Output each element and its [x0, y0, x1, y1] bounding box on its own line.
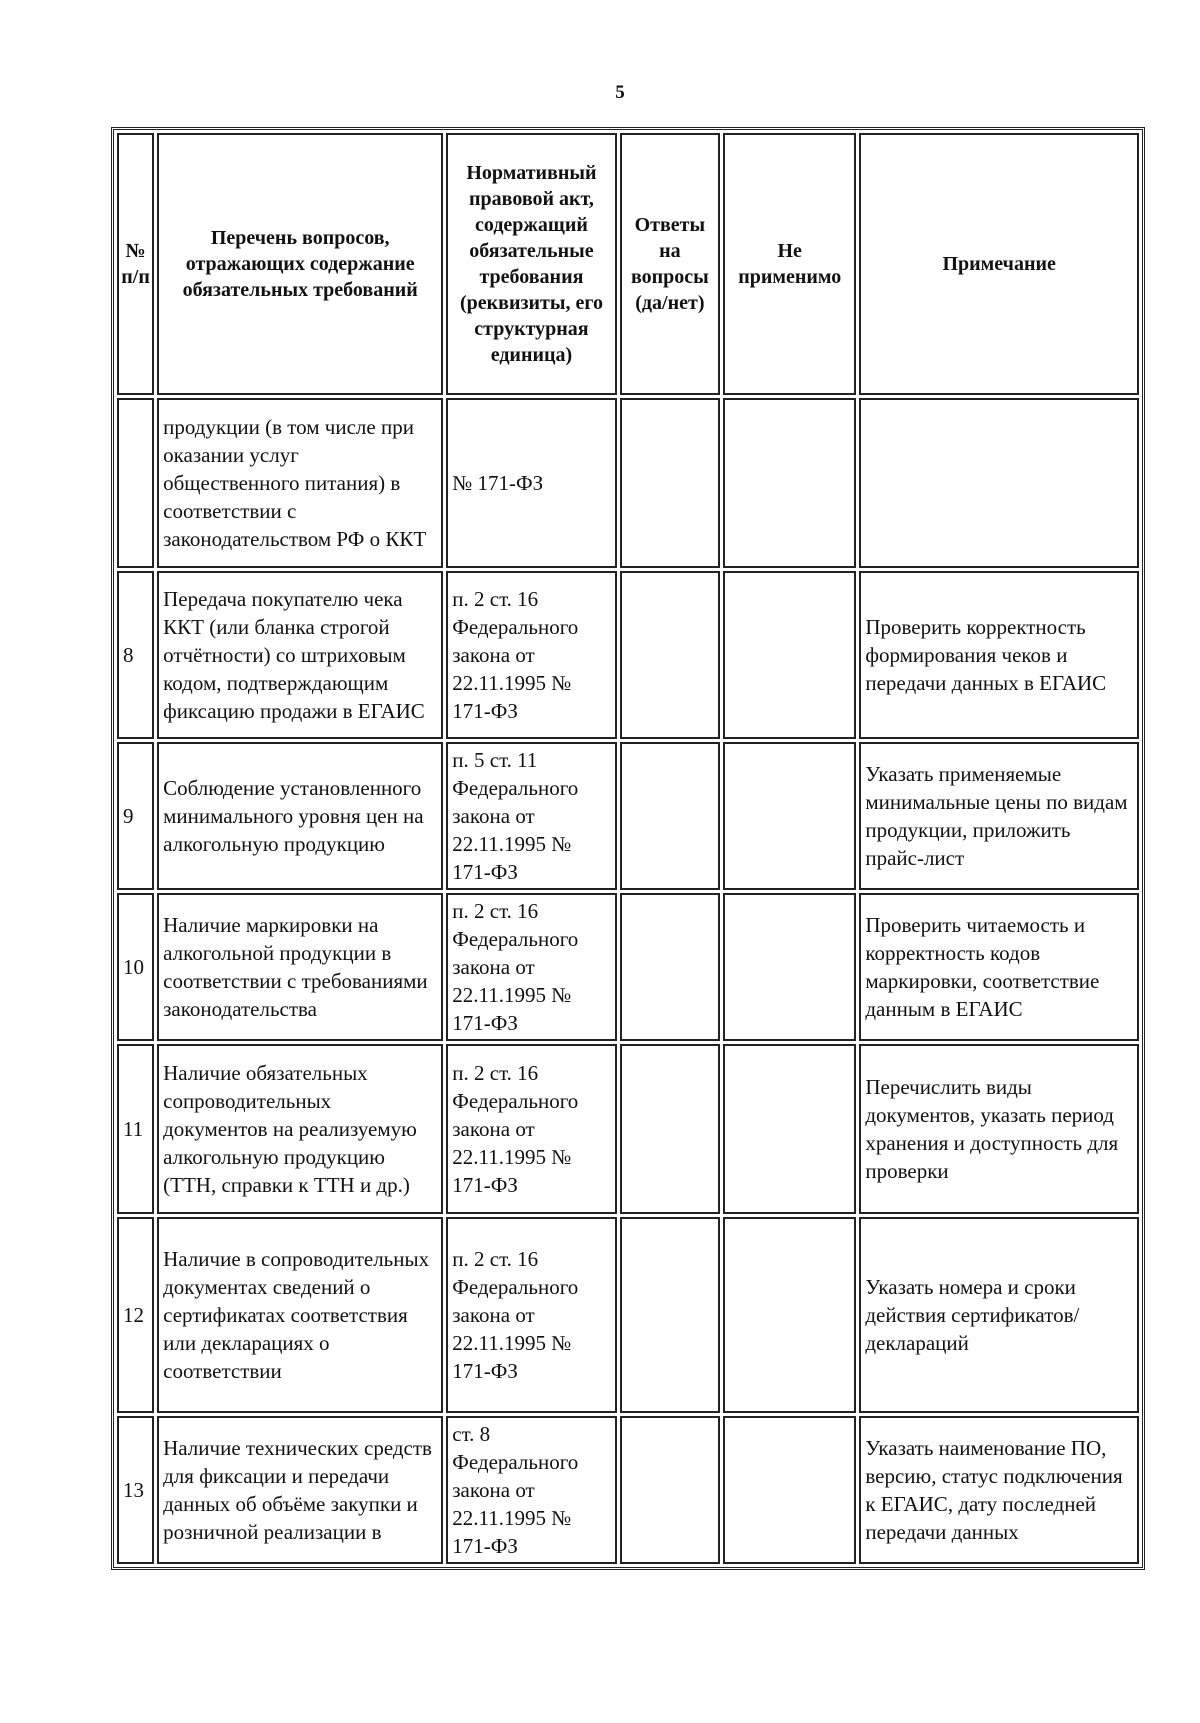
- table-row: [117, 742, 1139, 890]
- row-question: Наличие маркировки на алкогольной продукции в соответствии с требованиями законодательства: [157, 893, 443, 1041]
- row-answer: [620, 1044, 720, 1214]
- row-answer: [620, 571, 720, 739]
- row-question: Соблюдение установленного минимального уровня цен на алкогольную продукцию: [157, 742, 443, 890]
- row-act: п. 2 ст. 16 Федерального закона от 22.11.1995 № 171-ФЗ: [446, 1217, 616, 1413]
- row-not-applicable: [723, 398, 856, 568]
- row-note: [859, 398, 1139, 568]
- row-not-applicable: [723, 1416, 856, 1564]
- row-answer: [620, 1416, 720, 1564]
- row-note: Указать номера и сроки действия сертификатов/деклараций: [859, 1217, 1139, 1413]
- row-act: п. 2 ст. 16 Федерального закона от 22.11.1995 № 171-ФЗ: [446, 571, 616, 739]
- row-not-applicable: [723, 742, 856, 890]
- row-not-applicable: [723, 571, 856, 739]
- row-num: 12: [117, 1217, 154, 1413]
- row-question: Наличие обязательных сопроводительных документов на реализуемую алкогольную продукцию (ТТН, справки к ТТН и др.): [157, 1044, 443, 1214]
- header-note: Примечание: [859, 133, 1139, 395]
- row-answer: [620, 742, 720, 890]
- row-act: № 171-ФЗ: [446, 398, 616, 568]
- row-question: Наличие технических средств для фиксации и передачи данных об объёме закупки и розничной реализации в: [157, 1416, 443, 1564]
- table-row: [117, 398, 1139, 568]
- table-row: [117, 1044, 1139, 1214]
- checklist-table: [111, 127, 1145, 1570]
- row-act: п. 5 ст. 11 Федерального закона от 22.11.1995 № 171-ФЗ: [446, 742, 616, 890]
- row-num: 10: [117, 893, 154, 1041]
- table-row: [117, 571, 1139, 739]
- header-not-applicable: Не применимо: [723, 133, 856, 395]
- row-not-applicable: [723, 1044, 856, 1214]
- row-note: Указать применяемые минимальные цены по видам продукции, приложить прайс-лист: [859, 742, 1139, 890]
- row-question: продукции (в том числе при оказании услуг общественного питания) в соответствии с законодательством РФ о ККТ: [157, 398, 443, 568]
- header-num: № п/п: [117, 133, 154, 395]
- table-row: [117, 893, 1139, 1041]
- row-note: Перечислить виды документов, указать период хранения и доступность для проверки: [859, 1044, 1139, 1214]
- row-answer: [620, 1217, 720, 1413]
- row-note: Проверить корректность формирования чеков и передачи данных в ЕГАИС: [859, 571, 1139, 739]
- row-answer: [620, 398, 720, 568]
- row-num: [117, 398, 154, 568]
- header-row: [117, 133, 1139, 395]
- header-questions: Перечень вопросов, отражающих содержание обязательных требований: [157, 133, 443, 395]
- row-num: 11: [117, 1044, 154, 1214]
- row-act: п. 2 ст. 16 Федерального закона от 22.11.1995 № 171-ФЗ: [446, 893, 616, 1041]
- row-question: Наличие в сопроводительных документах сведений о сертификатах соответствия или декларациях о соответствии: [157, 1217, 443, 1413]
- row-question: Передача покупателю чека ККТ (или бланка строгой отчётности) со штриховым кодом, подтверждающим фиксацию продажи в ЕГАИС: [157, 571, 443, 739]
- table-row: [117, 1416, 1139, 1564]
- header-answers: Ответы на вопросы (да/нет): [620, 133, 720, 395]
- row-note: Указать наименование ПО, версию, статус подключения к ЕГАИС, дату последней передачи данных: [859, 1416, 1139, 1564]
- table-row: [117, 1217, 1139, 1413]
- row-num: 9: [117, 742, 154, 890]
- row-num: 8: [117, 571, 154, 739]
- page-number: 5: [615, 82, 625, 103]
- row-act: ст. 8 Федерального закона от 22.11.1995 № 171-ФЗ: [446, 1416, 616, 1564]
- header-act: Нормативный правовой акт, содержащий обязательные требования (реквизиты, его структурная единица): [446, 133, 616, 395]
- row-not-applicable: [723, 893, 856, 1041]
- row-answer: [620, 893, 720, 1041]
- row-not-applicable: [723, 1217, 856, 1413]
- row-note: Проверить читаемость и корректность кодов маркировки, соответствие данным в ЕГАИС: [859, 893, 1139, 1041]
- row-act: п. 2 ст. 16 Федерального закона от 22.11.1995 № 171-ФЗ: [446, 1044, 616, 1214]
- row-num: 13: [117, 1416, 154, 1564]
